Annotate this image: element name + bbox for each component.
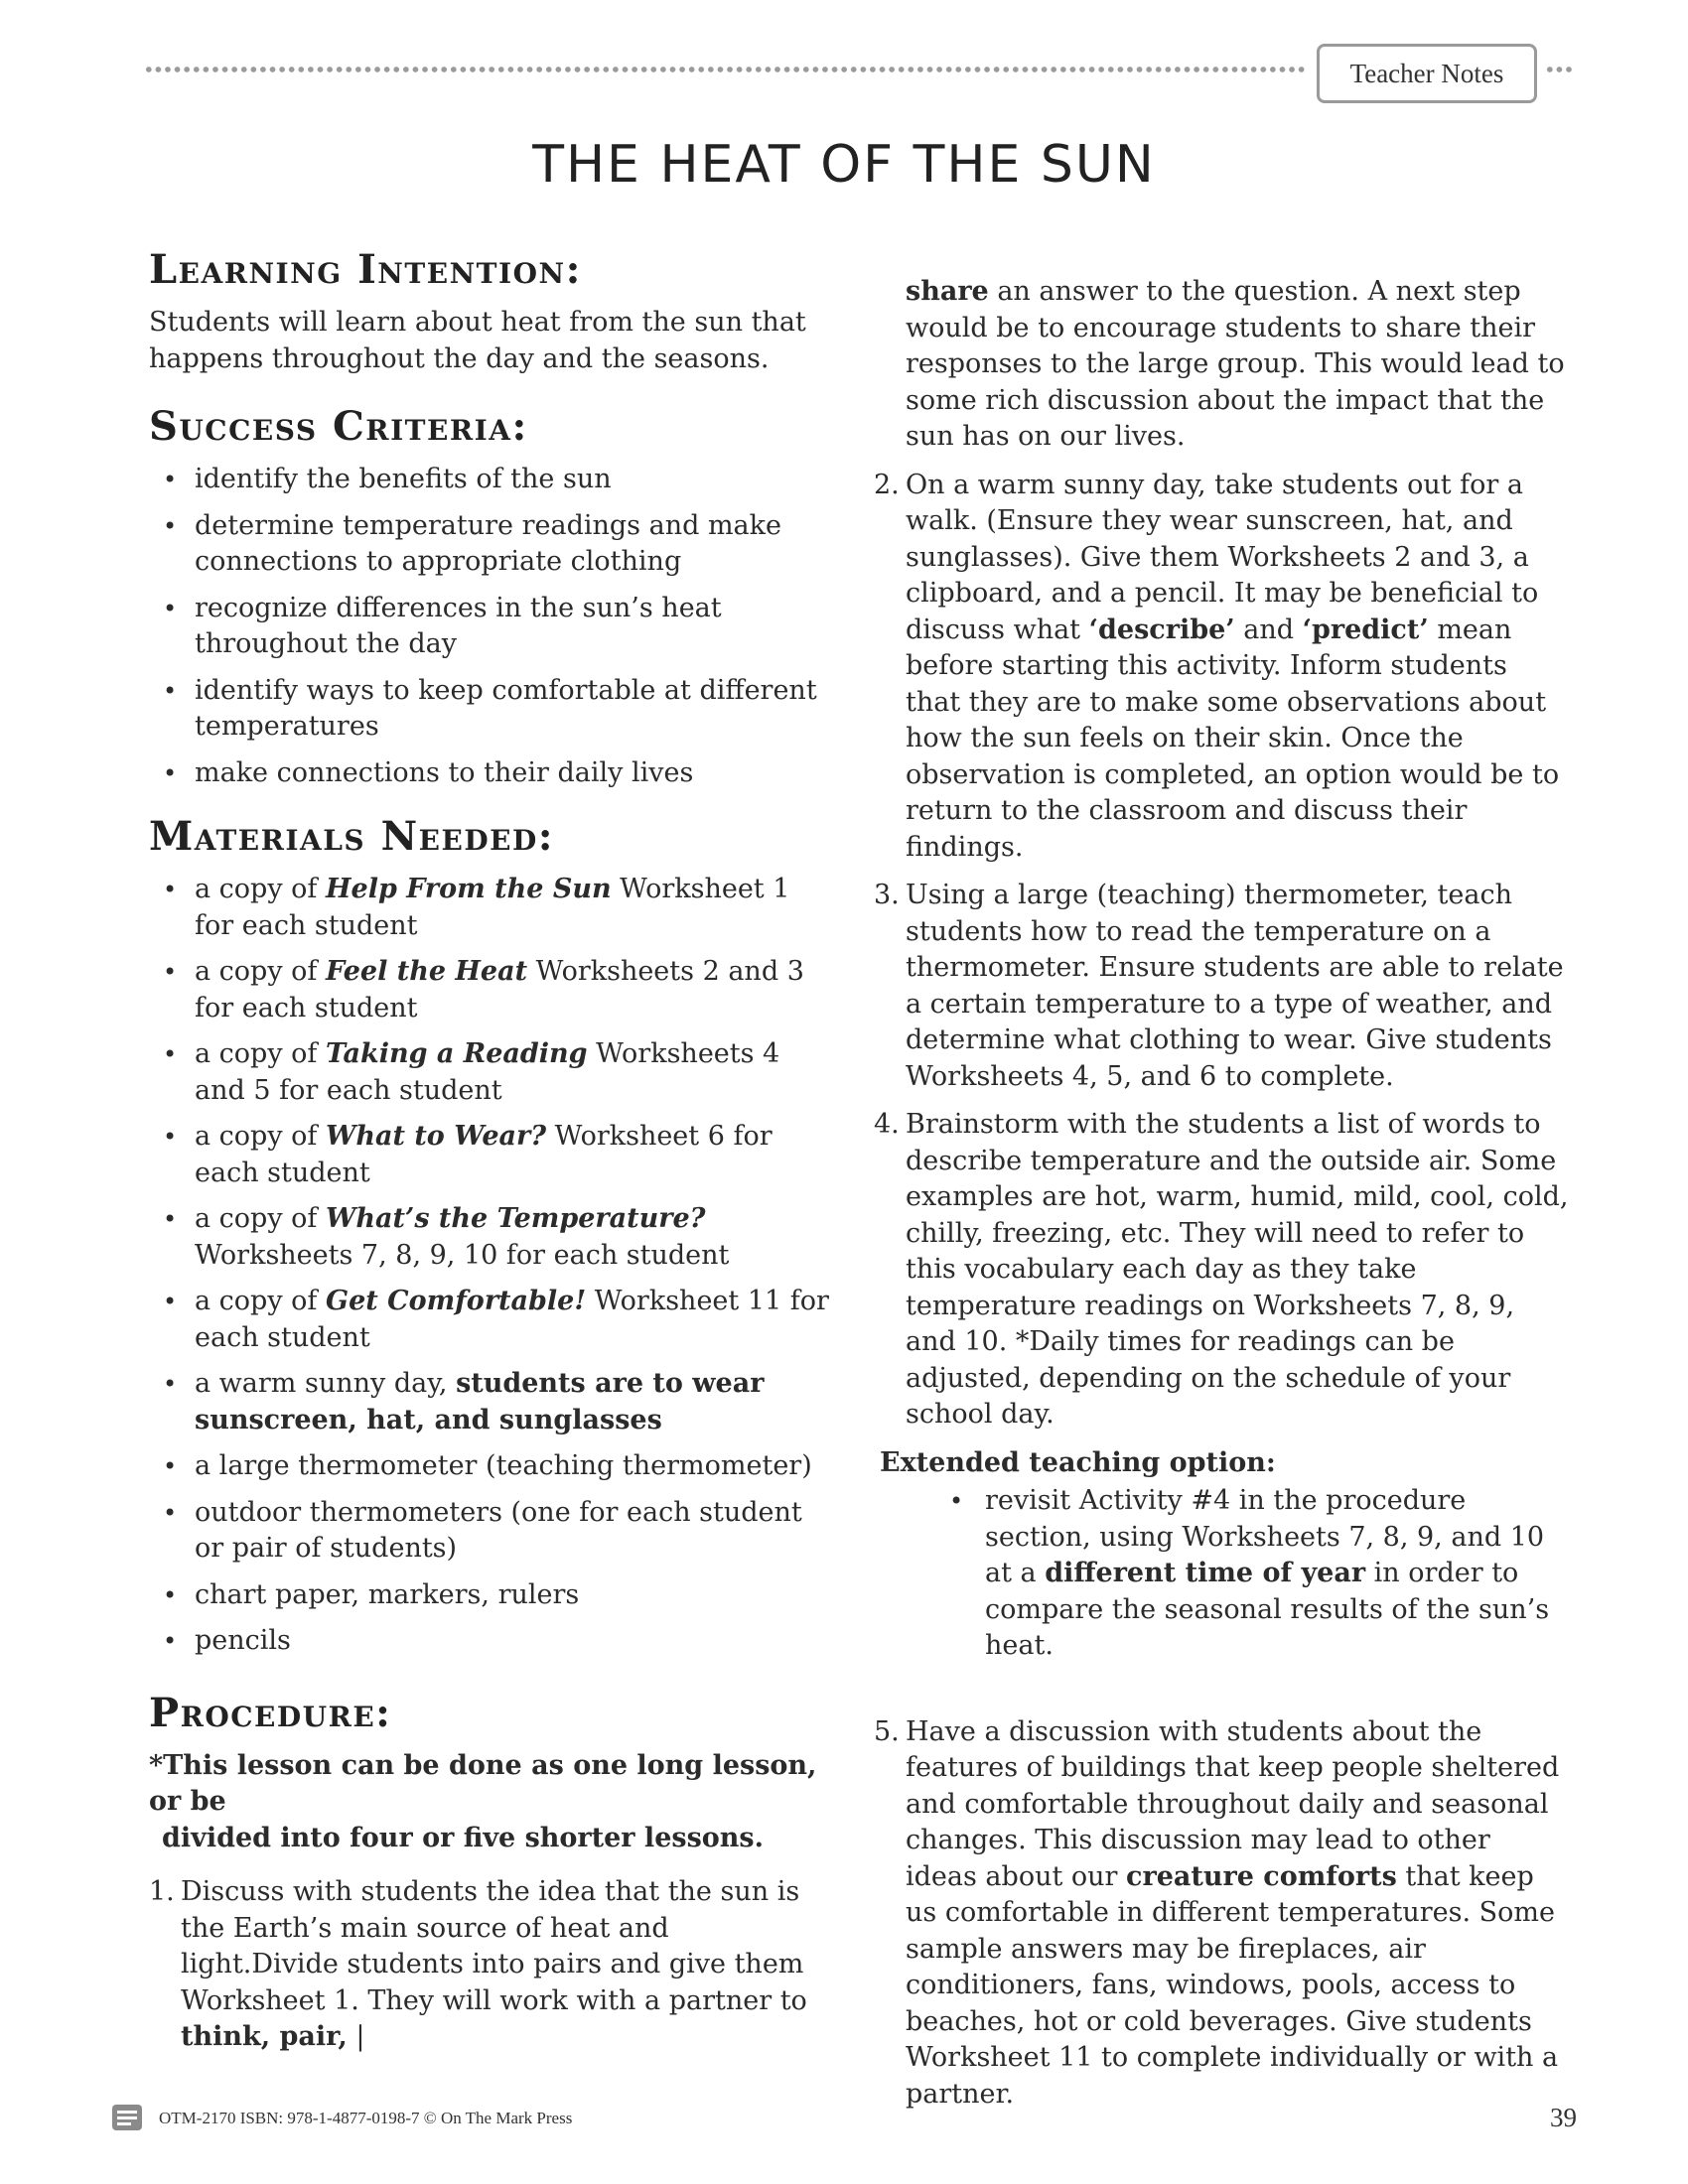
materials-heading: Materials Needed:: [149, 813, 554, 860]
material-item: • outdoor thermometers (one for each student or pair of students): [149, 1495, 834, 1568]
procedure-step-2: 2. On a warm sunny day, take students out for a walk. (Ensure they wear sunscreen, hat, and sunglasses). Give them Worksheets 2 and 3, a clipboard, and a pencil. It may be beneficial to discuss what ‘describe’ and ‘predict’ mean before starting this activity. Inform students that they are to make some observations about how the sun feels on their skin. Once the observation is completed, an option would be to return to the classroom and discuss their findings.: [874, 469, 1560, 863]
criteria-item: • identify the benefits of the sun: [149, 462, 834, 498]
material-item: • a copy of What’s the Temperature? Worksheets 7, 8, 9, 10 for each student: [149, 1201, 834, 1274]
material-item: • pencils: [149, 1623, 834, 1660]
procedure-step-4: 4. Brainstorm with the students a list of words to describe temperature and the outside air. Some examples are hot, warm, humid, mild, cool, cold, chilly, freezing, etc. They will need to refer to this vocabulary each day as they take temperature readings on Worksheets 7, 8, 9, and 10. *Daily times for readings can be adjusted, depending on the schedule of your school day.: [874, 1109, 1569, 1430]
page-number: 39: [1550, 2103, 1577, 2132]
material-item: • a copy of What to Wear? Worksheet 6 for each student: [149, 1119, 834, 1191]
material-item: • a copy of Feel the Heat Worksheets 2 and 3 for each student: [149, 954, 834, 1026]
header-dotted-rule: [144, 66, 1306, 73]
criteria-item: • recognize differences in the sun’s heat throughout the day: [149, 591, 834, 663]
success-criteria-section: [149, 403, 834, 791]
material-item: • a copy of Taking a Reading Worksheets 4 and 5 for each student: [149, 1036, 834, 1109]
right-column: [874, 274, 1569, 2124]
procedure-step-1: 1. Discuss with students the idea that the sun is the Earth’s main source of heat and light.Divide students into pairs and give them Worksheet 1. They will work with a partner to think, pair, |: [149, 1876, 807, 2052]
procedure-heading: Procedure:: [149, 1689, 392, 1736]
extended-option: [874, 1445, 1569, 1665]
material-item: • a warm sunny day, students are to wear sunscreen, hat, and sunglasses: [149, 1366, 834, 1438]
left-column: [149, 246, 834, 2068]
extended-option-label: Extended teaching option:: [880, 1446, 1276, 1478]
footer-publication-info: OTM-2170 ISBN: 978-1-4877-0198-7 © On The Mark Press: [159, 2109, 573, 2127]
book-logo-icon: [111, 2103, 143, 2132]
page-title: THE HEAT OF THE SUN: [532, 135, 1156, 195]
procedure-section: [149, 1690, 834, 2056]
procedure-note: *This lesson can be done as one long lesson, or be divided into four or five shorter lessons.: [149, 1749, 817, 1853]
criteria-item: • determine temperature readings and make connections to appropriate clothing: [149, 508, 834, 581]
success-criteria-heading: Success Criteria:: [149, 403, 528, 450]
procedure-step-1-continued: share an answer to the question. A next step would be to encourage students to share their responses to the large group. This would lead to some rich discussion about the impact that the sun has on our lives.: [906, 276, 1565, 452]
extended-option-item: • revisit Activity #4 in the procedure section, using Worksheets 7, 8, 9, and 10 at a different time of year in order to compare the seasonal results of the sun’s heat.: [874, 1483, 1569, 1665]
teacher-notes-tab: Teacher Notes: [1317, 44, 1537, 103]
learning-intention-text: Students will learn about heat from the sun that happens throughout the day and the seasons.: [149, 307, 806, 374]
material-item: • a copy of Help From the Sun Worksheet 1 for each student: [149, 872, 834, 944]
material-item: • chart paper, markers, rulers: [149, 1577, 834, 1614]
criteria-item: • identify ways to keep comfortable at different temperatures: [149, 673, 834, 746]
learning-intention-heading: Learning Intention:: [149, 246, 582, 293]
procedure-step-3: 3. Using a large (teaching) thermometer, teach students how to read the temperature on a thermometer. Ensure students are able to relate a certain temperature to a type of weather, and determine what clothing to wear. Give students Worksheets 4, 5, and 6 to complete.: [874, 880, 1564, 1092]
page-footer: [111, 2103, 1577, 2142]
procedure-step-5: 5. Have a discussion with students about the features of buildings that keep people sheltered and comfortable throughout daily and seasonal changes. This discussion may lead to other ideas about our creature comforts that keep us comfortable in different temperatures. Some sample answers may be fireplaces, air conditioners, fans, windows, pools, access to beaches, hot or cold beverages. Give students Worksheet 11 to complete individually or with a partner.: [874, 1715, 1560, 2110]
criteria-item: • make connections to their daily lives: [149, 755, 834, 792]
learning-intention-section: [149, 246, 834, 377]
materials-section: [149, 813, 834, 1660]
material-item: • a copy of Get Comfortable! Worksheet 11 for each student: [149, 1284, 834, 1356]
material-item: • a large thermometer (teaching thermometer): [149, 1448, 834, 1485]
header-dotted-rule-end: [1545, 66, 1575, 73]
